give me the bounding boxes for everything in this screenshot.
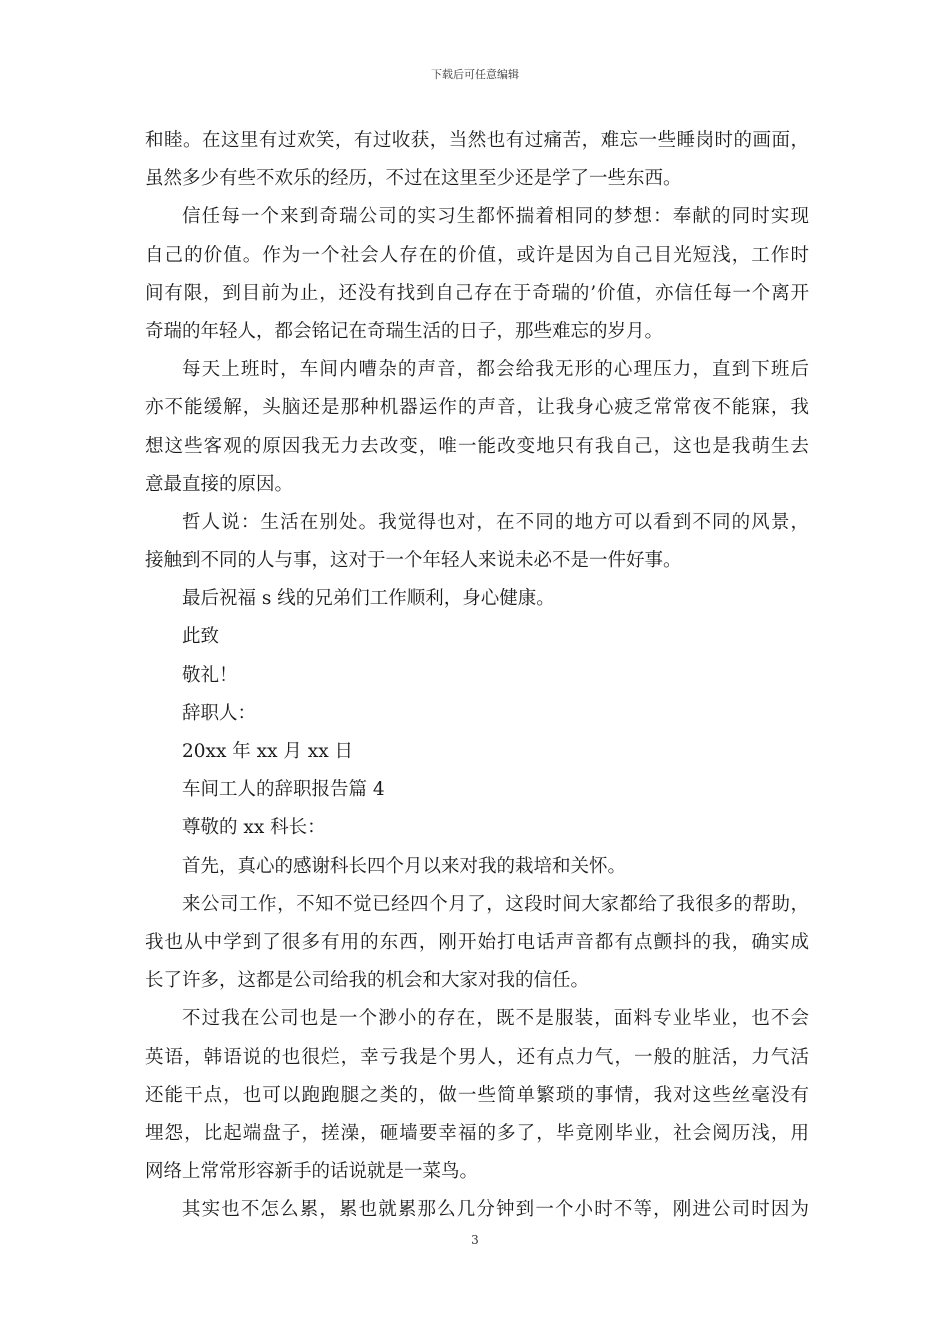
text-line: 虽然多少有些不欢乐的经历，不过在这里至少还是学了一些东西。 <box>145 168 682 190</box>
text-line: 意最直接的原因。 <box>145 473 294 495</box>
text-line: 奇瑞的年轻人，都会铭记在奇瑞生活的日子，那些难忘的岁月。 <box>145 320 664 342</box>
text-line: 此致 <box>182 626 220 648</box>
text-line: 来公司工作，不知不觉已经四个月了，这段时间大家都给了我很多的帮助， <box>182 893 809 915</box>
text-line: 首先，真心的感谢科长四个月以来对我的栽培和关怀。 <box>182 855 627 877</box>
text-line: 自己的价值。作为一个社会人存在的价值，或许是因为自己目光短浅，工作时 <box>145 244 809 266</box>
page-header: 下载后可任意编辑 <box>431 68 519 81</box>
document-body <box>145 122 809 1229</box>
text-line: 我也从中学到了很多有用的东西，刚开始打电话声音都有点颤抖的我，确实成 <box>145 931 809 953</box>
page-number: 3 <box>471 1233 479 1247</box>
text-line: 接触到不同的人与事，这对于一个年轻人来说未必不是一件好事。 <box>145 550 682 572</box>
text-line: 其实也不怎么累，累也就累那么几分钟到一个小时不等，刚进公司时因为 <box>182 1199 809 1221</box>
text-line: 车间工人的辞职报告篇 4 <box>182 779 385 801</box>
text-line: 每天上班时，车间内嘈杂的声音，都会给我无形的心理压力，直到下班后 <box>182 359 809 381</box>
text-line: 英语，韩语说的也很烂，幸亏我是个男人，还有点力气，一般的脏活，力气活 <box>145 1046 809 1068</box>
text-line: 不过我在公司也是一个渺小的存在，既不是服装，面料专业毕业，也不会 <box>182 1008 809 1030</box>
text-line: 长了许多，这都是公司给我的机会和大家对我的信任。 <box>145 970 590 992</box>
text-line: 亦不能缓解，头脑还是那种机器运作的声音，让我身心疲乏常常夜不能寐，我 <box>145 397 809 419</box>
text-line: 信任每一个来到奇瑞公司的实习生都怀揣着相同的梦想：奉献的同时实现 <box>182 206 809 228</box>
text-line: 辞职人： <box>182 702 257 724</box>
text-line: 间有限，到目前为止，还没有找到自己存在于奇瑞的’价值，亦信任每一个离开 <box>145 282 809 304</box>
text-line: 敬礼！ <box>182 664 238 686</box>
text-line: 20xx 年 xx 月 xx 日 <box>182 741 354 762</box>
text-line: 哲人说：生活在别处。我觉得也对，在不同的地方可以看到不同的风景， <box>182 511 809 533</box>
text-line: 和睦。在这里有过欢笑，有过收获，当然也有过痛苦，难忘一些睡岗时的画面， <box>145 130 809 151</box>
text-line: 尊敬的 xx 科长： <box>182 817 326 839</box>
text-line: 还能干点，也可以跑跑腿之类的，做一些简单繁琐的事情，我对这些丝毫没有 <box>145 1084 809 1106</box>
text-line: 最后祝福 s 线的兄弟们工作顺利，身心健康。 <box>182 588 555 610</box>
text-line: 想这些客观的原因我无力去改变，唯一能改变地只有我自己，这也是我萌生去 <box>145 435 809 457</box>
text-line: 网络上常常形容新手的话说就是一菜鸟。 <box>145 1161 479 1183</box>
text-line: 埋怨，比起端盘子，搓澡，砸墙要幸福的多了，毕竟刚毕业，社会阅历浅，用 <box>145 1122 809 1144</box>
